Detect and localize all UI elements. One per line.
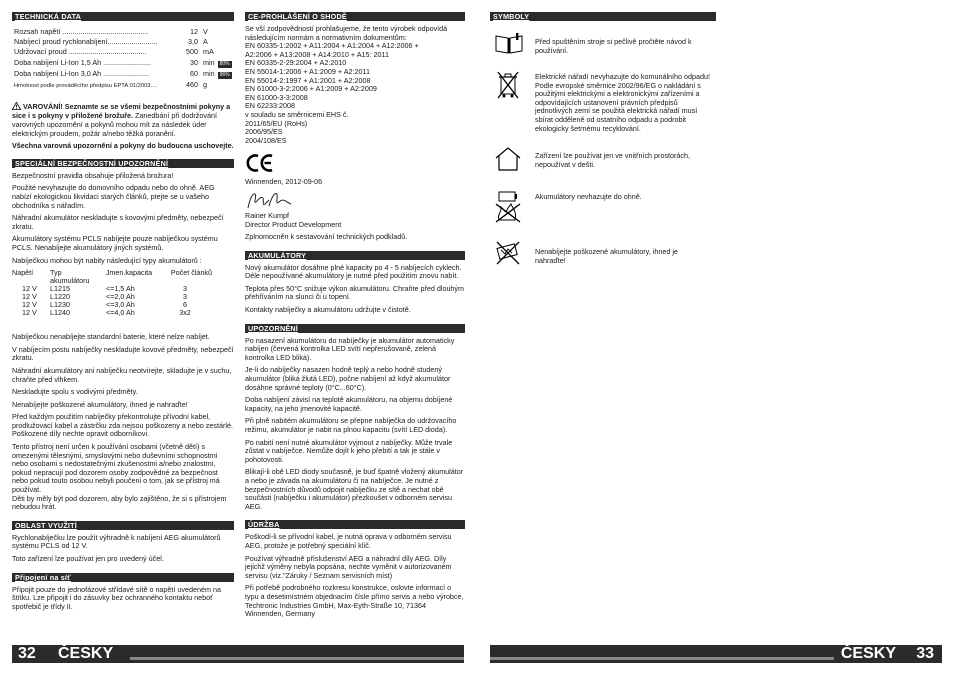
battery-table-cell: 12 V <box>22 292 37 302</box>
maintenance-header: ÚDRŽBA <box>245 520 465 529</box>
battery-table-cell: 3 <box>183 292 187 302</box>
spec-label: Nabíjecí proud rychlonabíjení......................... <box>14 38 158 47</box>
spec-unit: V <box>203 27 208 36</box>
symbol-text-bin: Elektrické nářadí nevyhazujte do komunálního odpadu! Podle evropské směrnice 2002/96/EG o nakládání s použitými elektrickými a elektronickými zařízeními a odpovídajících ustanovení právních předpisů jednotlivých zemí se použitá elektrická nářadí musí sbírat odděleně od ostatního odpadu a podrobit ekologicky šetrnému recyklování. <box>535 72 711 133</box>
warning-footer: Všechna varovná upozornění a pokyny do budoucna uschovejte. <box>12 141 234 151</box>
maintenance-paragraph: Poškodí-li se přívodní kabel, je nutná oprava v odborném servisu AEG, protože je potřebný speciální klíč. <box>245 532 452 550</box>
symbol-text-damaged: Nenabíjejte poškozené akumulátory, ihned je nahraďte! <box>535 247 678 265</box>
spec-row <box>14 59 232 68</box>
safety-paragraph: Použité nevyhazujte do domovního odpadu nebo do ohně. AEG nabízí ekologickou likvidaci starých článků, ptejte se u vašeho obchodníka s nářadím. <box>12 183 215 210</box>
signature <box>245 190 465 212</box>
mains-header: Připojení na síť <box>12 573 234 582</box>
spec-value: 500 <box>186 47 198 57</box>
battery-paragraph: Nový akumulátor dosáhne plné kapacity po 4 - 5 nabíjecích cyklech. Déle nepoužívané akumulátory je nutné před použitím znovu nabít. <box>245 262 462 281</box>
crossed-bin-icon <box>496 70 520 105</box>
spec-value: 460 <box>186 80 198 90</box>
house-icon <box>494 146 522 177</box>
spec-unit: min 96% <box>203 68 230 78</box>
spec-row <box>14 38 232 46</box>
warning-block <box>12 102 234 151</box>
battery-table-cell: <=4,0 Ah <box>106 308 135 318</box>
ce-text: Se vší zodpovědností prohlašujeme, že tento výrobek odpovídá následujícím normám a normativním dokumentům: EN 60335-1:2002 + A11:2004 + A1:2004 + A12:2006 + A2:2006 + A13:2008 + A14:2010 + A15: 2011 EN 60335-2-29:2004 + A2:2010 EN 55014-1:2006 + A1:2009 + A2:2011 EN 55014-2:1997 + A1:2001 + A2:2008 EN 61000-3-2:2006 + A1:2009 + A2:2009 EN 61000-3-3:2008 EN 62233:2008 v souladu se směrnicemi EHS č. 2011/65/EU (RoHs) 2006/95/ES 2004/108/ES <box>245 24 448 145</box>
battery-table-cell: <=1,5 Ah <box>106 284 135 294</box>
spec-unit: min 80% <box>203 57 230 67</box>
ce-mark <box>245 153 465 175</box>
battery-table-row <box>12 309 212 317</box>
symbol-text-fire: Akumulátory nevhazujte do ohně. <box>535 192 642 201</box>
symbol-text-book: Před spuštěním stroje si pečlivě pročtěte návod k používání. <box>535 37 692 55</box>
spec-label: Udržovací proud ....................................... <box>14 48 147 57</box>
battery-header: AKUMULÁTORY <box>245 251 465 260</box>
footer-right <box>490 645 942 663</box>
footer-line-left <box>130 657 464 660</box>
battery-table-cell: 3 <box>183 284 187 294</box>
authorized-text: Zplnomocněn k sestavování technických podkladů. <box>245 232 408 242</box>
notice-paragraph: Při plně nabitém akumulátoru se přepne nabíječka do udržovacího režimu, akumulátor je nabit na plnou kapacitu (svítí LED dioda). <box>245 416 457 434</box>
technical-data-table <box>12 26 234 92</box>
battery-table-cell: L1240 <box>50 308 70 318</box>
safety-paragraph: Před každým použitím nabíječky překontrolujte přívodní kabel, prodlužovací kabel a zástrčku zda nejsou poškozeny a nebo zestárlé. Poškozené díly nechte opravit odborníkovi. <box>12 412 233 439</box>
no-fire-battery-icon <box>493 190 523 229</box>
language-left: ČESKY <box>58 645 114 662</box>
battery-table-head-cell: Napětí <box>12 268 34 278</box>
spec-row <box>14 28 232 36</box>
spec-unit: mA <box>203 47 214 57</box>
safety-paragraph: Neskladujte spolu s vodivými předměty. <box>12 387 138 397</box>
place-date: Winnenden, 2012-09-06 <box>245 177 323 187</box>
middle-column <box>245 12 465 619</box>
spec-label: Doba nabíjení Li-Ion 1,5 Ah ........................ <box>14 58 152 67</box>
battery-paragraph: Kontakty nabíječky a akumulátoru udržujte v čistotě. <box>245 305 411 315</box>
battery-table-cell: L1230 <box>50 300 70 310</box>
spec-value: 60 <box>190 69 198 78</box>
safety-paragraph: Akumulátory systému PCLS nabíjejte pouze nabíječkou systému PCLS. Nenabíjejte akumulátory jiných systémů. <box>12 234 218 252</box>
footer-line-right <box>490 657 834 660</box>
usage-paragraph: Rychlonabíječku lze použít výhradně k nabíjení AEG akumulátorů systému PCLS od 12 V. <box>12 532 221 551</box>
battery-table-cell: <=3,0 Ah <box>106 300 135 310</box>
technical-data-header: TECHNICKÁ DATA <box>12 12 234 21</box>
battery-table-head-cell: Typ akumulátoru <box>50 268 90 286</box>
charge-badge: 80% <box>219 60 230 67</box>
safety-paragraph: Tento přístroj není určen k používání osobami (včetně dětí) s omezenými tělesnými, smyslovými nebo duševními schopnostmi nebo osobami s nedostatečnými zkušenostmi a/nebo znalostmi, pokud nepracují pod dozorem osoby zodpovědné za bezpečnost nebo pokud touto osobou nebyli poučeni o tom, jak se přístroj má používat. Děti by měly být pod dozorem, aby bylo zajištěno, že si s přístrojem nebudou hrát. <box>12 442 227 512</box>
safety-paragraph: Nabíječkou mohou být nabity následující typy akumulátorů : <box>12 255 202 265</box>
spec-label: Rozsah napětí ........................................... <box>14 28 149 36</box>
battery-table-cell: 12 V <box>22 300 37 310</box>
notice-paragraph: Je-li do nabíječky nasazen hodně teplý a nebo hodně studený akumulátor (bliká žlutá LED), počne nabíjení až když akumulátor dosáhne správné teploty (0°C...60°C). <box>245 365 451 392</box>
page-number-right: 33 <box>916 645 934 662</box>
ce-header: CE-PROHLÁŠENÍ O SHODĚ <box>245 12 465 21</box>
symbol-text-house: Zařízení lze používat jen ve vnitřních prostorách, nepoužívat v dešti. <box>535 151 691 169</box>
signer: Rainer Kumpf Director Product Development <box>245 210 342 229</box>
language-right: ČESKY <box>840 645 896 662</box>
maintenance-paragraph: Používat výhradně příslušenství AEG a náhradní díly AEG. Díly jejichž výměny nebyla popsána, nechte vyměnit v autorizovaném servisu (viz."Záruky / Seznam servisních míst) <box>245 553 452 580</box>
safety-paragraph: Nabíječkou nenabíjejte standardní baterie, které nelze nabíjet. <box>12 332 210 342</box>
notice-paragraph: Doba nabíjení závisí na teplotě akumulátoru, na objemu dobíjené kapacity, na jeho jmenovité kapacitě. <box>245 395 453 413</box>
left-column <box>12 12 234 611</box>
notice-paragraph: Blikají-li obě LED diody současně, je buď špatně vložený akumulátor a nebo je závada na akumulátoru či na nabíječce. Je nutné z bezpečnostních důvodů odpojit nabíječku ze sítě a nechat obě součásti (nabíječku i akumulátor) přezkoušet v odborném servisu AEG. <box>245 467 464 511</box>
battery-types-table <box>12 269 212 317</box>
battery-table-cell: 12 V <box>22 308 37 318</box>
book-icon <box>494 33 524 60</box>
battery-table-cell: 12 V <box>22 284 37 294</box>
right-column <box>490 12 716 21</box>
battery-paragraph: Teplota přes 50°C snižuje výkon akumulátoru. Chraňte před dlouhým přehříváním na slunci či u topení. <box>245 283 465 302</box>
spec-value: 12 <box>190 27 198 36</box>
spec-value: 3,0 <box>188 37 198 47</box>
battery-table-head-cell: Počet článků <box>170 268 212 278</box>
spec-unit: A <box>203 37 208 47</box>
charge-badge: 96% <box>219 71 230 78</box>
spec-row <box>14 48 232 56</box>
safety-paragraph: Nenabíjejte poškozené akumulátory, ihned je nahraďte! <box>12 399 188 409</box>
notice-header: UPOZORNĚNÍ <box>245 324 465 333</box>
battery-table-header <box>12 269 212 285</box>
mains-paragraph: Připojit pouze do jednofázové střídavé sítě o napětí uvedeném na štítku. Lze připojit i do zásuvky bez ochranného kontaktu neboť spotřebič je třídy II. <box>12 584 221 611</box>
safety-paragraph: Bezpečnostní pravidla obsahuje přiložená brožura! <box>12 170 174 180</box>
usage-header: OBLAST VYUŽITÍ <box>12 521 234 530</box>
spec-unit: g <box>203 80 207 90</box>
battery-table-cell: 3x2 <box>179 308 191 318</box>
battery-table-cell: 6 <box>183 300 187 310</box>
symbols-header: SYMBOLY <box>490 12 716 21</box>
battery-table-cell: <=2,0 Ah <box>106 292 135 302</box>
notice-paragraph: Po nasazení akumulátoru do nabíječky je akumulátor automaticky nabíjen (červená kontrolka LED svítí nepřerušovaně, zelená kontrolka LED bliká). <box>245 335 455 362</box>
safety-paragraph: V nabíjecím postu nabíječky neskladujte kovové předměty, nebezpečí zkratu. <box>12 344 234 363</box>
spec-label: Hmotnost podle prováděcího předpisu EPTA 01/2003.... <box>14 82 157 89</box>
warning-bold-text: VAROVÁNÍ! Seznamte se se všemi bezpečnostními pokyny a sice i s pokyny v přiložené brožuře. <box>12 101 231 121</box>
footer-left <box>12 645 464 663</box>
spec-row <box>14 70 232 79</box>
safety-paragraph: Náhradní akumulátor neskladujte s kovovými předměty, nebezpečí zkratu. <box>12 213 224 231</box>
damaged-battery-icon <box>495 240 521 271</box>
usage-paragraph: Toto zařízení lze používat jen pro uvedený účel. <box>12 554 164 563</box>
spec-row <box>14 81 232 90</box>
battery-table-cell: L1220 <box>50 292 70 302</box>
maintenance-paragraph: Při potřebě podrobného rozkresu konstrukce, oslovte informací o typu a desetimístném objednacím čísle přímo servis a nebo výrobce, Techtronic Industries GmbH, Max-Eyth-Straße 10, 71364 Winnenden, Germany <box>245 583 464 619</box>
battery-table-head-cell: Jmen.kapacita <box>105 268 153 278</box>
spec-value: 30 <box>190 58 198 67</box>
safety-paragraph: Náhradní akumulátory ani nabíječku neotvírejte, skladujte je v suchu, chraňte před vlhkem. <box>12 365 232 384</box>
warning-text: Zanedbání při dodržování varovných upozornění a pokynů mohou mít za následek úder elektrickým proudem, požár a/nebo těžká poranění. <box>12 111 217 138</box>
notice-paragraph: Po nabití není nutné akumulátor vyjmout z nabíječky. Může trvale zůstat v nabíječce. Nemůže dojít k jeho přebití a tak je stále v pohotovosti. <box>245 437 453 464</box>
spec-label: Doba nabíjení Li-Ion 3,0 Ah ....................... <box>14 69 150 78</box>
page-number-left: 32 <box>18 645 36 662</box>
battery-table-cell: L1215 <box>50 284 70 294</box>
safety-header: SPECIÁLNÍ BEZPEČNOSTNÍ UPOZORNĚNÍ <box>12 159 234 168</box>
